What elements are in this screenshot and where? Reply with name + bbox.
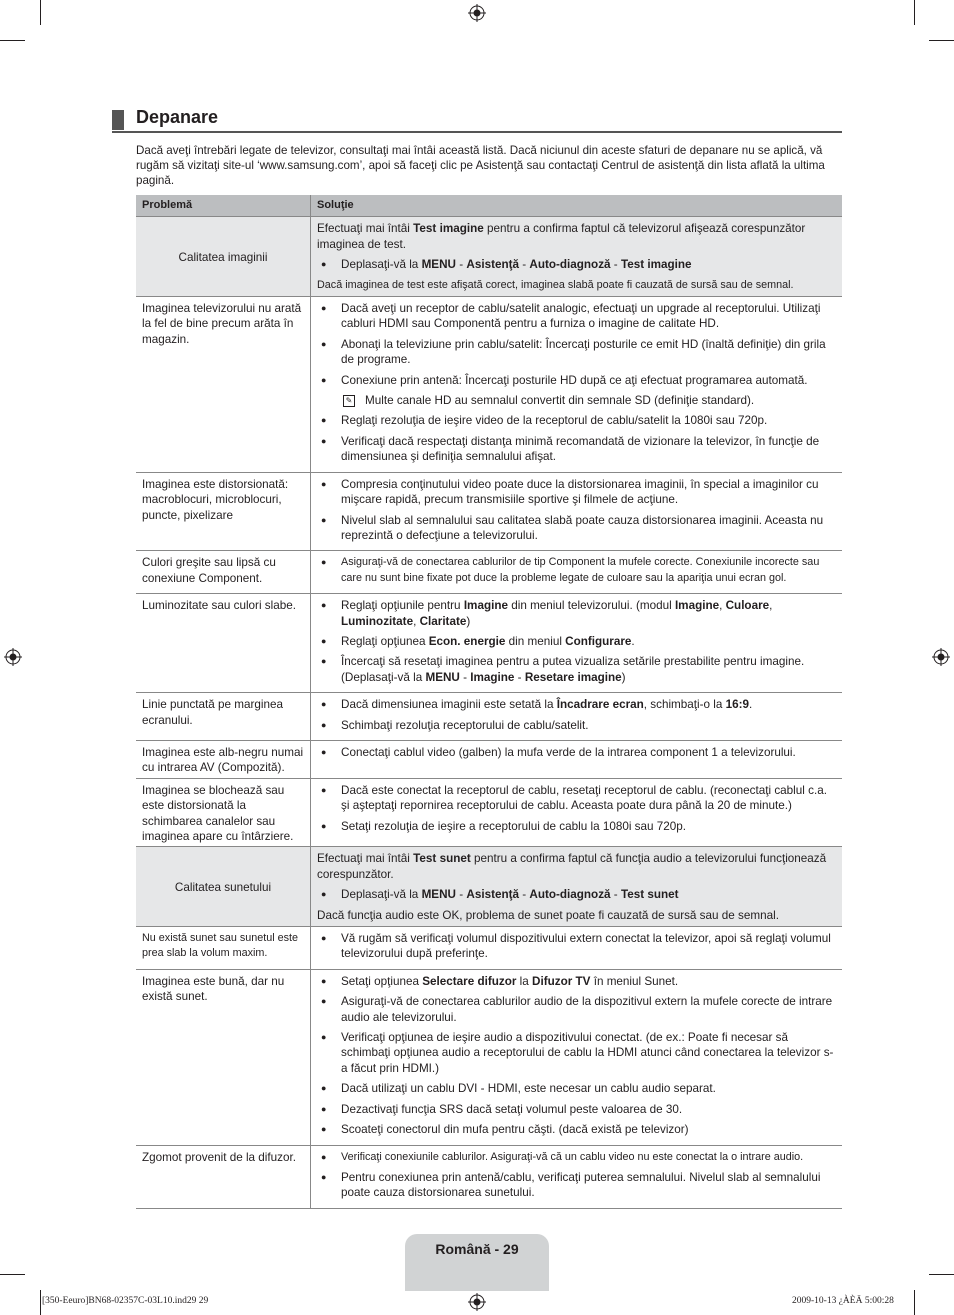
- bullet-item: [317, 974, 836, 989]
- emph-text: Test imagine: [413, 222, 484, 236]
- table-header: [136, 195, 842, 217]
- crop-mark: [929, 1274, 954, 1275]
- page-number: Română - 29: [435, 1241, 519, 1257]
- text: pentru a confirma faptul că televizorul afişează corespunzător imaginea de test.: [317, 222, 806, 251]
- text: Deplasaţi-vă la: [341, 258, 422, 272]
- emph-text: Resetare imagine: [524, 670, 622, 684]
- emph-text: Asistenţă: [466, 258, 519, 272]
- solution-cell: [311, 847, 843, 927]
- table-row: [136, 472, 842, 551]
- file-info: [350-Eeuro]BN68-02357C-03L10.ind29 29: [42, 1296, 209, 1306]
- emph-text: Imagine: [463, 599, 508, 613]
- solution-text: Dacă imaginea de test este afişată corect, imaginea slabă poate fi cauzată de sursă sau de semnal.: [317, 278, 794, 291]
- text: -: [455, 888, 467, 902]
- table-row: [136, 969, 842, 1145]
- note-item: [317, 393, 836, 408]
- registration-mark-icon: [468, 1293, 486, 1311]
- bullet-item: ● Schimbaţi rezoluţia receptorului de cablu/satelit.: [317, 718, 836, 733]
- bullet-item: ● Conectaţi cablul video (galben) la mufa verde de la intrarea component 1 a televizorului.: [317, 745, 836, 760]
- crop-mark: [914, 1290, 915, 1315]
- problem-cell: Linie punctată pe marginea ecranului.: [136, 693, 311, 741]
- crop-mark: [0, 40, 25, 41]
- solution-cell: [311, 778, 843, 847]
- print-timestamp: 2009-10-13 ¿ÀÈÄ 5:00:28: [792, 1296, 894, 1306]
- bullet-item: ● Pentru conexiunea prin antenă/cablu, verificaţi puterea semnalului. Nivelul slab al semnalului poate cauza distorsionarea sunetului.: [317, 1170, 836, 1201]
- solution-cell: [311, 297, 843, 473]
- bullet-item: ● Verificaţi dacă respectaţi distanţa minimă recomandată de vizionare la televizor, în funcţie de dimensiunea şi definiţia semnalului afişat.: [317, 434, 836, 465]
- emph-text: 16:9: [725, 698, 750, 712]
- emph-text: Imagine: [470, 670, 515, 684]
- problem-cell: Nu există sunet sau sunetul este prea slab la volum maxim.: [136, 927, 311, 970]
- text: la: [516, 974, 533, 988]
- table-row: [136, 847, 842, 927]
- bullet-item: ● Dacă este conectat la receptorul de cablu, resetaţi receptorul de cablu. (reconectaţi cablul c.a. şi aşteptaţi repornirea receptorului de cablu. Aceasta poate dura până la 20 de minute.): [317, 783, 836, 814]
- emph-text: Imagine: [674, 599, 720, 613]
- crop-mark: [0, 1274, 25, 1275]
- table-row: [136, 693, 842, 741]
- text: Efectuaţi mai întâi: [317, 852, 414, 866]
- emph-text: Auto-diagnoză: [529, 888, 611, 902]
- emph-text: Econ. energie: [428, 634, 506, 648]
- registration-mark-icon: [4, 648, 22, 666]
- note-icon: ✎: [343, 395, 355, 407]
- text: Setaţi opţiunea: [341, 974, 423, 988]
- text: ,: [769, 599, 773, 613]
- solution-cell: [311, 1145, 843, 1208]
- emph-text: Auto-diagnoză: [529, 258, 611, 272]
- table-row: [136, 927, 842, 970]
- bullet-item: ● Verificaţi opţiunea de ieşire audio a dispozitivului conectat. (de ex.: Poate fi necesar să schimbaţi opţiunea audio a receptorului de cablu la HDMI atunci când conectarea la televizor s-a făcut prin HDMI.): [317, 1030, 836, 1076]
- text: -: [610, 258, 621, 272]
- table-row: [136, 1145, 842, 1208]
- bullet-item: ● Dacă aveţi un receptor de cablu/satelit analogic, efectuaţi un upgrade al receptorului. Utilizaţi cabluri HDMI sau Componentă pentru a furniza o imagine de calitate HD.: [317, 301, 836, 332]
- bullet-item: ● Compresia conţinutului video poate duce la distorsionarea imaginii, în special a imaginilor cu mişcare rapidă, precum transmisiile sportive şi filmele de acţiune.: [317, 477, 836, 508]
- solution-cell: [311, 594, 843, 693]
- bullet-item: ● Conexiune prin antenă: Încercaţi posturile HD după ce aţi efectuat programarea automată.: [317, 373, 836, 388]
- section-title: Depanare: [136, 107, 219, 127]
- text: .: [749, 698, 753, 712]
- text: -: [514, 670, 525, 684]
- crop-mark: [914, 0, 915, 25]
- emph-text: Încadrare ecran: [556, 698, 644, 712]
- bullet-item: ● Asiguraţi-vă de conectarea cablurilor de tip Component la mufele corecte. Conexiunile incorecte sau care nu sunt bine fixate pot duce la probleme legate de culoare sau la apariţia unui ecran gol.: [317, 555, 836, 586]
- bullet-item: ● Scoateţi conectorul din mufa pentru căşti. (dacă există pe televizor): [317, 1122, 836, 1137]
- bullet-item: ● Setaţi rezoluţia de ieşire a receptorului de cablu la 1080i sau 720p.: [317, 819, 836, 834]
- text: ): [621, 670, 626, 684]
- bullet-item: ● Verificaţi conexiunile cablurilor. Asiguraţi-vă că un cablu video nu este conectat la o intrare audio.: [317, 1150, 836, 1165]
- emph-text: Configurare: [565, 634, 632, 648]
- text: -: [519, 258, 530, 272]
- problem-cell: Imaginea se blochează sau este distorsionată la schimbarea canalelor sau imaginea apare cu întârziere.: [136, 778, 311, 847]
- text: , schimbaţi-o la: [643, 698, 726, 712]
- emph-text: Difuzor TV: [532, 974, 591, 988]
- emph-text: Asistenţă: [466, 888, 519, 902]
- problem-cell: Zgomot provenit de la difuzor.: [136, 1145, 311, 1208]
- bullet-item: ● Abonaţi la televiziune prin cablu/satelit: Încercaţi posturile ce emit HD (înaltă definiţie) din grila de programe.: [317, 337, 836, 368]
- text: ,: [719, 599, 726, 613]
- solution-text: Dacă funcţia audio este OK, problema de sunet poate fi cauzată de sursă sau de semnal.: [317, 908, 779, 922]
- emph-text: Claritate: [419, 614, 467, 628]
- bullet-item: [317, 598, 836, 629]
- bullet-item: [317, 887, 836, 902]
- bullet-item: ● Vă rugăm să verificaţi volumul dispozitivului extern conectat la televizor, apoi să reglaţi volumul televizorului după preferinţe.: [317, 931, 836, 962]
- text: -: [610, 888, 621, 902]
- emph-text: MENU: [425, 670, 460, 684]
- text: Efectuaţi mai întâi: [317, 222, 414, 236]
- text: Încercaţi să resetaţi imaginea pentru a putea vizualiza setările prestabilite pentru imagine. (Deplasaţi-vă la: [341, 655, 805, 684]
- emph-text: Test sunet: [620, 888, 679, 902]
- solution-cell: [311, 927, 843, 970]
- text: Dacă dimensiunea imaginii este setată la: [341, 698, 557, 712]
- problem-cell: Imaginea este distorsionată: macroblocuri, microblocuri, puncte, pixelizare: [136, 472, 311, 551]
- emph-text: Luminozitate: [341, 614, 414, 628]
- crop-mark: [40, 0, 41, 25]
- emph-text: MENU: [421, 258, 456, 272]
- table-row: [136, 551, 842, 594]
- crop-mark: [40, 1290, 41, 1315]
- heading-rule: [112, 131, 842, 133]
- bullet-item: [317, 654, 836, 685]
- solution-cell: [311, 740, 843, 778]
- registration-mark-icon: [932, 648, 950, 666]
- text: .: [631, 634, 635, 648]
- text: pentru a confirma faptul că funcţia audio a televizorului funcţionează corespunzător.: [317, 852, 827, 881]
- text: din meniul: [505, 634, 566, 648]
- problem-cell: Calitatea imaginii: [136, 217, 311, 297]
- text: Reglaţi opţiunea: [341, 634, 429, 648]
- registration-mark-icon: [468, 4, 486, 22]
- troubleshooting-table: [136, 195, 842, 1209]
- solution-cell: [311, 969, 843, 1145]
- table-row: [136, 217, 842, 297]
- text: Deplasaţi-vă la: [341, 888, 422, 902]
- bullet-item: ● Asiguraţi-vă de conectarea cablurilor audio de la dispozitivul extern la mufele corecte de intrare audio ale televizorului.: [317, 994, 836, 1025]
- crop-mark: [929, 40, 954, 41]
- table-row: [136, 297, 842, 473]
- text: Reglaţi opţiunile pentru: [341, 599, 464, 613]
- emph-text: Test imagine: [620, 258, 692, 272]
- intro-paragraph: Dacă aveţi întrebări legate de televizor, consultaţi mai întâi această listă. Dacă niciunul din aceste sfaturi de depanare nu se aplică, vă rugăm să vizitaţi site-ul ‘www.samsung.com’, apoi să faceţi clic pe Asistenţă sau contactaţi Centrul de asistenţă din lista aflată la ultima pagină.: [136, 144, 825, 187]
- table-row: [136, 740, 842, 778]
- text: -: [455, 258, 467, 272]
- text: ): [466, 614, 471, 628]
- problem-cell: Imaginea televizorului nu arată la fel de bine precum arăta în magazin.: [136, 297, 311, 473]
- bullet-item: [317, 634, 836, 649]
- text: din meniul televizorului. (modul: [507, 599, 675, 613]
- column-header-solution: Soluţie: [311, 195, 843, 217]
- text: Multe canale HD au semnalul convertit din semnale SD (definiţie standard).: [365, 394, 755, 408]
- text: -: [519, 888, 530, 902]
- table-row: [136, 778, 842, 847]
- emph-text: Culoare: [725, 599, 770, 613]
- solution-text: [317, 221, 836, 252]
- solution-cell: [311, 551, 843, 594]
- problem-cell: Luminozitate sau culori slabe.: [136, 594, 311, 693]
- bullet-item: [317, 257, 836, 272]
- bullet-item: ● Dacă utilizaţi un cablu DVI - HDMI, este necesar un cablu audio separat.: [317, 1081, 836, 1096]
- emph-text: MENU: [421, 888, 456, 902]
- table-row: [136, 594, 842, 693]
- solution-cell: [311, 693, 843, 741]
- text: -: [459, 670, 471, 684]
- solution-cell: [311, 217, 843, 297]
- bullet-item: ● Dezactivaţi funcţia SRS dacă setaţi volumul peste valoarea de 30.: [317, 1102, 836, 1117]
- problem-cell: Imaginea este alb-negru numai cu intrarea AV (Compozită).: [136, 740, 311, 778]
- solution-text: [317, 851, 836, 882]
- problem-cell: Culori greşite sau lipsă cu conexiune Component.: [136, 551, 311, 594]
- problem-cell: Imaginea este bună, dar nu există sunet.: [136, 969, 311, 1145]
- text: în meniul Sunet.: [590, 974, 679, 988]
- emph-text: Test sunet: [413, 852, 471, 866]
- bullet-item: ● Reglaţi rezoluţia de ieşire video de la receptorul de cablu/satelit la 1080i sau 720p.: [317, 413, 836, 428]
- column-header-problem: Problemă: [136, 195, 311, 217]
- emph-text: Selectare difuzor: [422, 974, 517, 988]
- solution-cell: [311, 472, 843, 551]
- bullet-item: [317, 697, 836, 712]
- bullet-item: ● Nivelul slab al semnalului sau calitatea slabă poate cauza distorsionarea imaginii. Aceasta nu reprezintă o defecţiune a televizorului.: [317, 513, 836, 544]
- problem-cell: Calitatea sunetului: [136, 847, 311, 927]
- heading-marker: [112, 110, 124, 130]
- text: ,: [413, 614, 420, 628]
